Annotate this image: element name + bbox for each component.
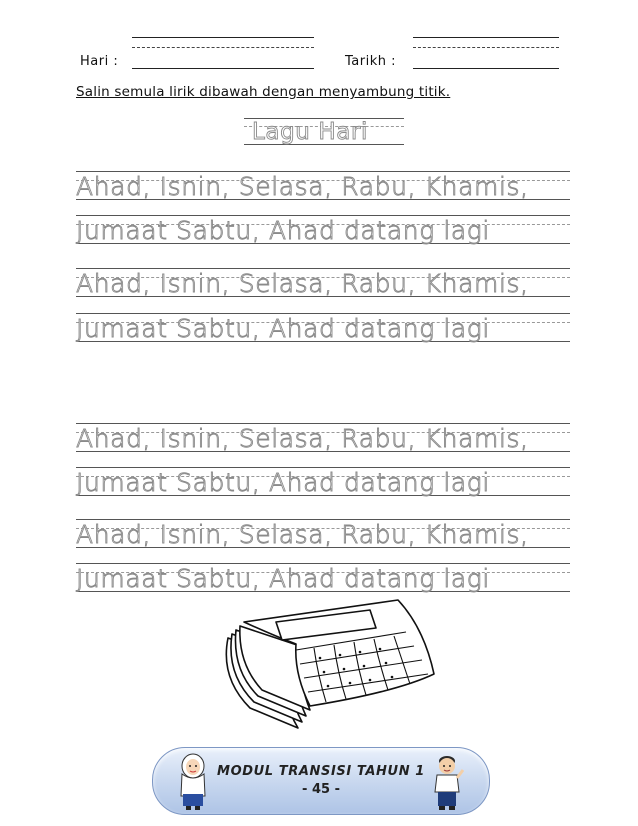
hari-input-line[interactable]	[132, 68, 314, 69]
boy-in-uniform-figure-icon	[429, 752, 465, 812]
header-name-line-right	[413, 37, 559, 38]
lyric-line-1: Ahad, Isnin, Selasa, Rabu, Khamis,	[76, 269, 529, 298]
lyric-line-2: Jumaat Sabtu, Ahad datang lagi	[76, 468, 490, 497]
module-title: MODUL TRANSISI TAHUN 1	[217, 764, 425, 779]
trace-row-4	[76, 313, 570, 351]
header-guide-line-right	[413, 47, 559, 48]
trace-row-7	[76, 519, 570, 557]
header-guide-line-left	[132, 47, 314, 48]
lyric-line-1: Ahad, Isnin, Selasa, Rabu, Khamis,	[76, 520, 529, 549]
tarikh-label: Tarikh :	[345, 54, 396, 69]
trace-row-5	[76, 423, 570, 461]
trace-row-6	[76, 467, 570, 505]
trace-row-2	[76, 215, 570, 253]
instruction-text: Salin semula lirik dibawah dengan menyambung titik.	[76, 84, 451, 100]
trace-row-1	[76, 171, 570, 209]
hari-label: Hari :	[80, 54, 119, 69]
tarikh-input-line[interactable]	[413, 68, 559, 69]
header-name-line-left	[132, 37, 314, 38]
page-number: - 45 -	[302, 782, 340, 797]
calendar-drawing-icon	[210, 588, 445, 738]
lyric-line-2: Jumaat Sabtu, Ahad datang lagi	[76, 564, 490, 593]
footer-banner	[152, 747, 490, 815]
trace-row-3	[76, 268, 570, 306]
lyric-line-1: Ahad, Isnin, Selasa, Rabu, Khamis,	[76, 172, 529, 201]
lyric-line-2: Jumaat Sabtu, Ahad datang lagi	[76, 314, 490, 343]
lyric-line-2: Jumaat Sabtu, Ahad datang lagi	[76, 216, 490, 245]
lyric-line-1: Ahad, Isnin, Selasa, Rabu, Khamis,	[76, 424, 529, 453]
song-title: Lagu Hari	[252, 119, 369, 145]
song-title-trace	[244, 118, 404, 148]
